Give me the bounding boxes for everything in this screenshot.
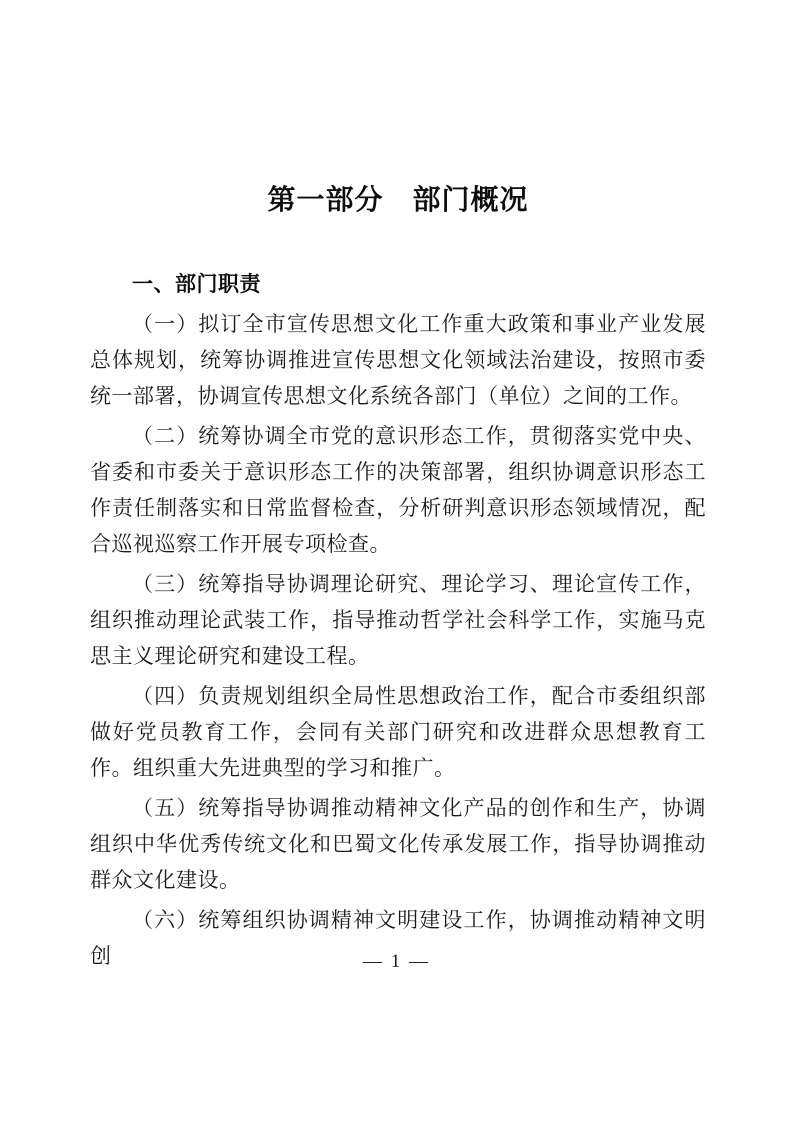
paragraph-1: （一）拟订全市宣传思想文化工作重大政策和事业产业发展总体规划，统筹协调推进宣传思想文化领域法治建设，按照市委统一部署，协调宣传思想文化系统各部门（单位）之间的工作。 — [90, 312, 706, 408]
page-number: — 1 — — [363, 951, 430, 972]
paragraph-5: （五）统筹指导协调推动精神文化产品的创作和生产，协调组织中华优秀传统文化和巴蜀文化传承发展工作，指导协调推动群众文化建设。 — [90, 796, 706, 892]
section-heading: 一、部门职责 — [132, 273, 261, 296]
document-title: 第一部分 部门概况 — [267, 185, 529, 216]
page-content — [90, 180, 706, 978]
paragraph-4: （四）负责规划组织全局性思想政治工作，配合市委组织部做好党员教育工作，会同有关部门研究和改进群众思想教育工作。组织重大先进典型的学习和推广。 — [90, 684, 706, 780]
paragraph-2: （二）统筹协调全市党的意识形态工作，贯彻落实党中央、省委和市委关于意识形态工作的决策部署，组织协调意识形态工作责任制落实和日常监督检查，分析研判意识形态领域情况，配合巡视巡察工作开展专项检查。 — [90, 424, 706, 556]
paragraph-6: （六）统筹组织协调精神文明建设工作，协调推动精神文明创 — [90, 908, 706, 968]
paragraph-3: （三）统筹指导协调理论研究、理论学习、理论宣传工作，组织推动理论武装工作，指导推动哲学社会科学工作，实施马克思主义理论研究和建设工程。 — [90, 572, 706, 668]
